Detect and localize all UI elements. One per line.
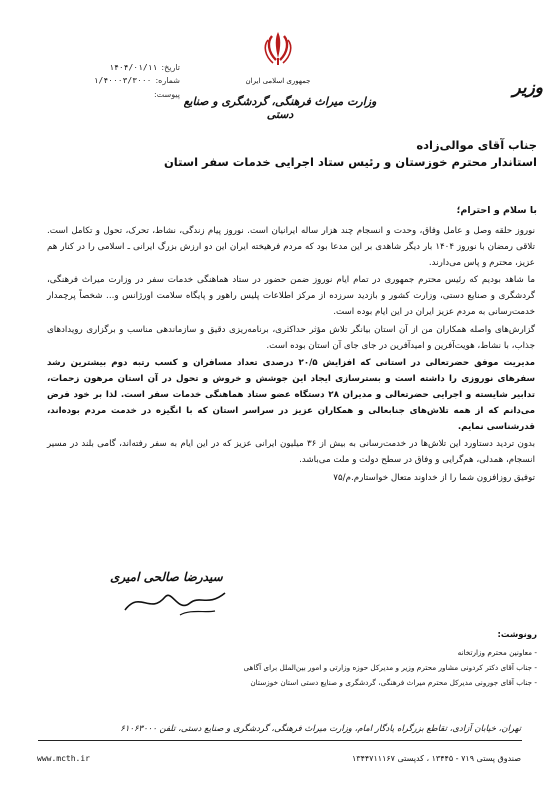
paragraph: نوروز حلقه وصل و عامل وفاق، وحدت و انسجام چند هزار ساله ایرانیان است. نوروز پیام زندگی، نشاط، تحرک، تحول و تکامل است. تلاقی رمضان با نوروز ۱۴۰۴ بار دیگر شاهدی بر این مدعا بود که مردم فرهیخته ایران این دو ارزش بزرگ ایرانی ـ اسلامی را در کنار هم عزیز، محترم و پاس می‌دارند. [47, 226, 535, 268]
paragraph: گزارش‌های واصله همکاران من از آن استان بیانگر تلاش مؤثر حداکثری، برنامه‌ریزی دقیق و سازماندهی مناسب و برگزاری رویدادهای جذاب، با نشاط، هویت‌آفرین و امیدآفرین در جای جای آن استان بوده است. [47, 324, 535, 351]
paragraph: مدیریت موفق حضرتعالی در استانی که افزایش ۲۰/۵ درصدی تعداد مسافران و کسب رتبه دوم بیشترین رشد سفرهای نوروزی را داشته است و بسترسازی ایجاد این جوشش و خروش و تحول در آن استان مرهون زحمات، تدابیر شایسته و اجرایی حضرتعالی و مدیران ۲۸ دستگاه عضو ستاد هماهنگی خدمات سفر است. لذا بر خود فرض می‌دانم که از همه تلاش‌های جنابعالی و همکاران عزیز در سراسر استان که با انگیزه در خدمت مردم بوده‌اند، قدرشناسی نمایم. [47, 358, 536, 432]
cc-list [97, 645, 537, 690]
date-label: تاریخ: [161, 63, 180, 72]
cc-item: - جناب آقای جورونی مدیرکل محترم میراث فرهنگی، گردشگری و صنایع دستی استان خوزستان [97, 675, 537, 690]
cc-item: - جناب آقای دکتر کردونی مشاور محترم وزیر و مدیرکل حوزه وزارتی و امور بین‌الملل برای آگاهی [97, 660, 537, 675]
minister-title: وزیر [512, 78, 543, 98]
date-value: ۱۴۰۴/۰۱/۱۱ [109, 63, 158, 72]
signer-name: سیدرضا صالحی امیری [110, 570, 223, 584]
paragraph: ما شاهد بودیم که رئیس محترم جمهوری در تمام ایام نوروز ضمن حضور در ستاد هماهنگی خدمات سفر در وزارت میراث فرهنگی، گردشگری و صنایع دستی، وزارت کشور و بازدید سرزده از مرکز اطلاعات پلیس راهور و پایگاه سلامت اورژانس و... شخصاً پرچمدار خدمت‌رسانی به مردم عزیز ایران در این ایام بوده است. [47, 275, 535, 317]
addressee-title: استاندار محترم خوزستان و رئیس ستاد اجرایی خدمات سفر استان [163, 155, 537, 169]
footer-postal: صندوق پستی ۷۱۹ - ۱۳۴۴۵ ، کدپستی ۱۳۴۴۷۱۱۱۶۷ [351, 754, 521, 763]
number-label: شماره: [155, 76, 180, 85]
meta-attachment [68, 90, 180, 99]
footer-contact [37, 754, 521, 763]
paragraph: بدون تردید دستاورد این تلاش‌ها در خدمت‌رسانی به بیش از ۳۶ میلیون ایرانی عزیز که در این ایام به سفر رفته‌اند، گامی بلند در مسیر انسجام، همدلی، هم‌گرایی و وفاق در سطح دولت و ملت می‌باشد. [47, 439, 536, 466]
cc-item: - معاونین محترم وزارتخانه [97, 645, 537, 660]
ministry-name: وزارت میراث فرهنگی، گردشگری و صنایع دستی [183, 95, 377, 121]
paragraph: توفیق روزافزون شما را از خداوند متعال خواستارم.م/۷۵ [333, 472, 535, 483]
cc-title: رونوشت: [497, 630, 537, 640]
greeting: با سلام و احترام؛ [456, 205, 537, 216]
letter-body [47, 224, 535, 489]
addressee-name: جناب آقای موالی‌زاده [416, 138, 537, 152]
iran-emblem-icon [262, 28, 294, 68]
meta-number [68, 76, 180, 85]
meta-date [68, 63, 180, 72]
attachment-label: پیوست: [153, 90, 180, 99]
number-value: ۱/۴۰۰۰۳/۳۰۰۰ [93, 76, 152, 85]
addressee [117, 138, 537, 172]
gov-name: جمهوری اسلامی ایران [245, 77, 311, 85]
footer-address: تهران، خیابان آزادی، تقاطع بزرگراه یادگار امام، وزارت میراث فرهنگی، گردشگری و صنایع دستی، تلفن ۶۱۰۶۳۰۰۰ [120, 724, 521, 734]
signature-icon [120, 585, 230, 620]
footer-divider [38, 740, 522, 741]
footer-website[interactable]: www.mcth.ir [37, 754, 90, 763]
